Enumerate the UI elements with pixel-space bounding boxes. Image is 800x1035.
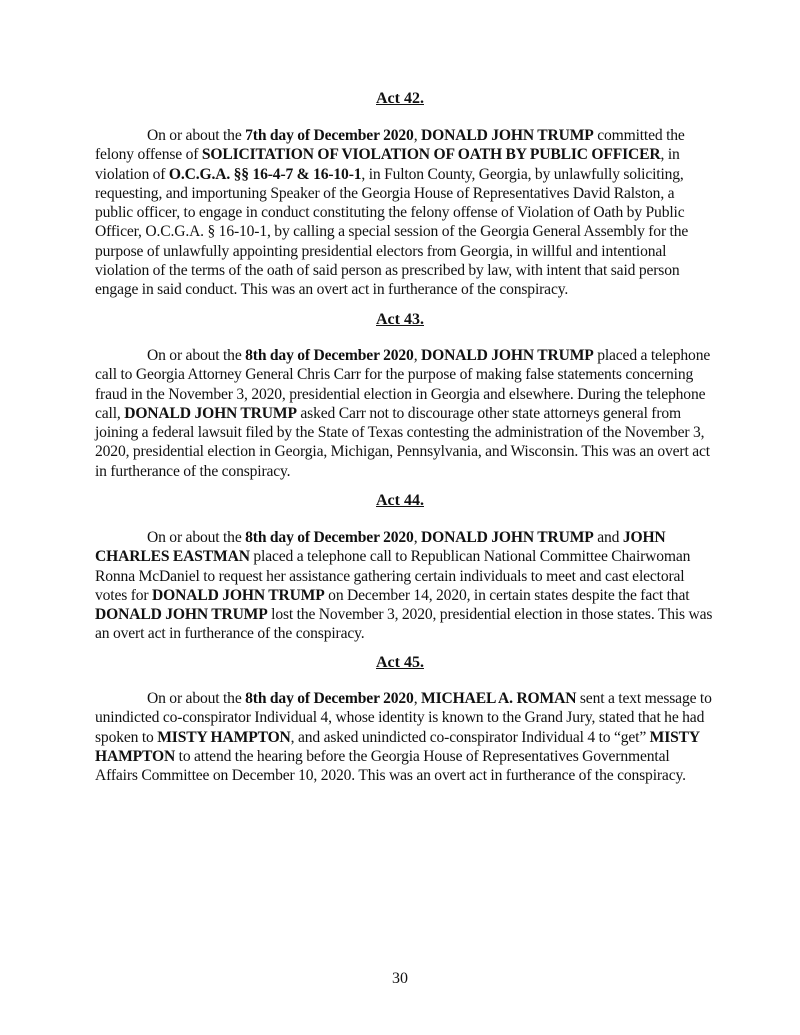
- text-run: and: [593, 529, 623, 546]
- bold-text-run: 8th day of December 2020: [245, 690, 414, 707]
- act-45-heading: Act 45.: [376, 654, 424, 671]
- bold-text-run: 7th day of December 2020: [245, 127, 414, 144]
- text-run: On or about the: [147, 529, 246, 546]
- bold-text-run: MICHAEL A. ROMAN: [421, 690, 577, 707]
- act-43-heading: Act 43.: [376, 311, 424, 328]
- text-run: ,: [413, 529, 422, 546]
- bold-text-run: O.C.G.A. §§ 16-4-7 & 16-10-1: [168, 165, 362, 183]
- bold-text-run: DONALD JOHN TRUMP: [124, 404, 297, 422]
- bold-text-run: DONALD JOHN TRUMP: [421, 127, 594, 144]
- act-43-paragraph: [95, 346, 713, 481]
- text-run: , in Fulton County, Georgia, by unlawfully soliciting, requesting, and importuning Speaker of the Georgia House of Representatives David Ralston, a public officer, to engage in conduct constituting the felony offense of Violation of Oath by Public Officer, O.C.G.A. § 16-10-1, by calling a special session of the Georgia General Assembly for the purpose of unlawfully appointing presidential electors from Georgia, in willful and intentional violation of the terms of the oath of said person as prescribed by law, with intent that said person engage in said conduct. This was an overt act in furtherance of the conspiracy.: [95, 165, 689, 299]
- page-number: 30: [392, 970, 408, 987]
- bold-text-run: DONALD JOHN TRUMP: [95, 606, 268, 624]
- text-run: placed a telephone call to Republican National Committee Chairwoman Ronna McDaniel to request her assistance gathering certain individuals to meet and cast electoral votes for: [95, 548, 691, 604]
- bold-text-run: DONALD JOHN TRUMP: [152, 586, 325, 604]
- act-44-paragraph: [95, 528, 713, 644]
- text-run: On or about the: [147, 127, 246, 144]
- text-run: on December 14, 2020, in certain states despite the fact that: [324, 586, 690, 604]
- bold-text-run: SOLICITATION OF VIOLATION OF OATH BY PUBLIC OFFICER: [201, 146, 661, 164]
- bold-text-run: MISTY HAMPTON: [157, 728, 291, 746]
- text-run: placed a telephone call to Georgia Attorney General Chris Carr for the purpose of making false statements concerning fraud in the November 3, 2020, presidential election in Georgia and elsewhere. During the telephone call,: [95, 347, 711, 422]
- text-run: sent a text message to unindicted co-conspirator Individual 4, whose identity is known to the Grand Jury, stated that he had spoken to: [95, 690, 712, 746]
- act-45-paragraph: [95, 689, 713, 785]
- text-run: ,: [413, 127, 422, 144]
- text-run: , in violation of: [95, 146, 680, 183]
- bold-text-run: 8th day of December 2020: [245, 347, 414, 364]
- text-run: ,: [413, 347, 422, 364]
- bold-text-run: DONALD JOHN TRUMP: [421, 347, 594, 364]
- text-run: committed the felony offense of: [95, 127, 685, 164]
- bold-text-run: 8th day of December 2020: [245, 529, 414, 546]
- act-42-paragraph: [95, 126, 713, 300]
- act-44-heading: Act 44.: [376, 492, 424, 509]
- text-run: lost the November 3, 2020, presidential election in those states. This was an overt act in furtherance of the conspiracy.: [95, 606, 713, 643]
- bold-text-run: DONALD JOHN TRUMP: [421, 529, 594, 546]
- text-run: On or about the: [147, 347, 246, 364]
- text-run: ,: [413, 690, 422, 707]
- text-run: , and asked unindicted co-conspirator Individual 4 to “get”: [290, 728, 650, 746]
- text-run: asked Carr not to discourage other state attorneys general from joining a federal lawsuit filed by the State of Texas contesting the administration of the November 3, 2020, presidential election in Georgia, Michigan, Pennsylvania, and Wisconsin. This was an overt act in furtherance of the conspiracy.: [95, 404, 710, 480]
- bold-text-run: MISTY HAMPTON: [95, 728, 700, 765]
- text-run: On or about the: [147, 690, 246, 707]
- text-run: to attend the hearing before the Georgia House of Representatives Governmental Affairs Committee on December 10, 2020. This was an overt act in furtherance of the conspiracy.: [95, 747, 686, 785]
- act-42-heading: Act 42.: [376, 90, 424, 107]
- bold-text-run: JOHN CHARLES EASTMAN: [95, 529, 666, 566]
